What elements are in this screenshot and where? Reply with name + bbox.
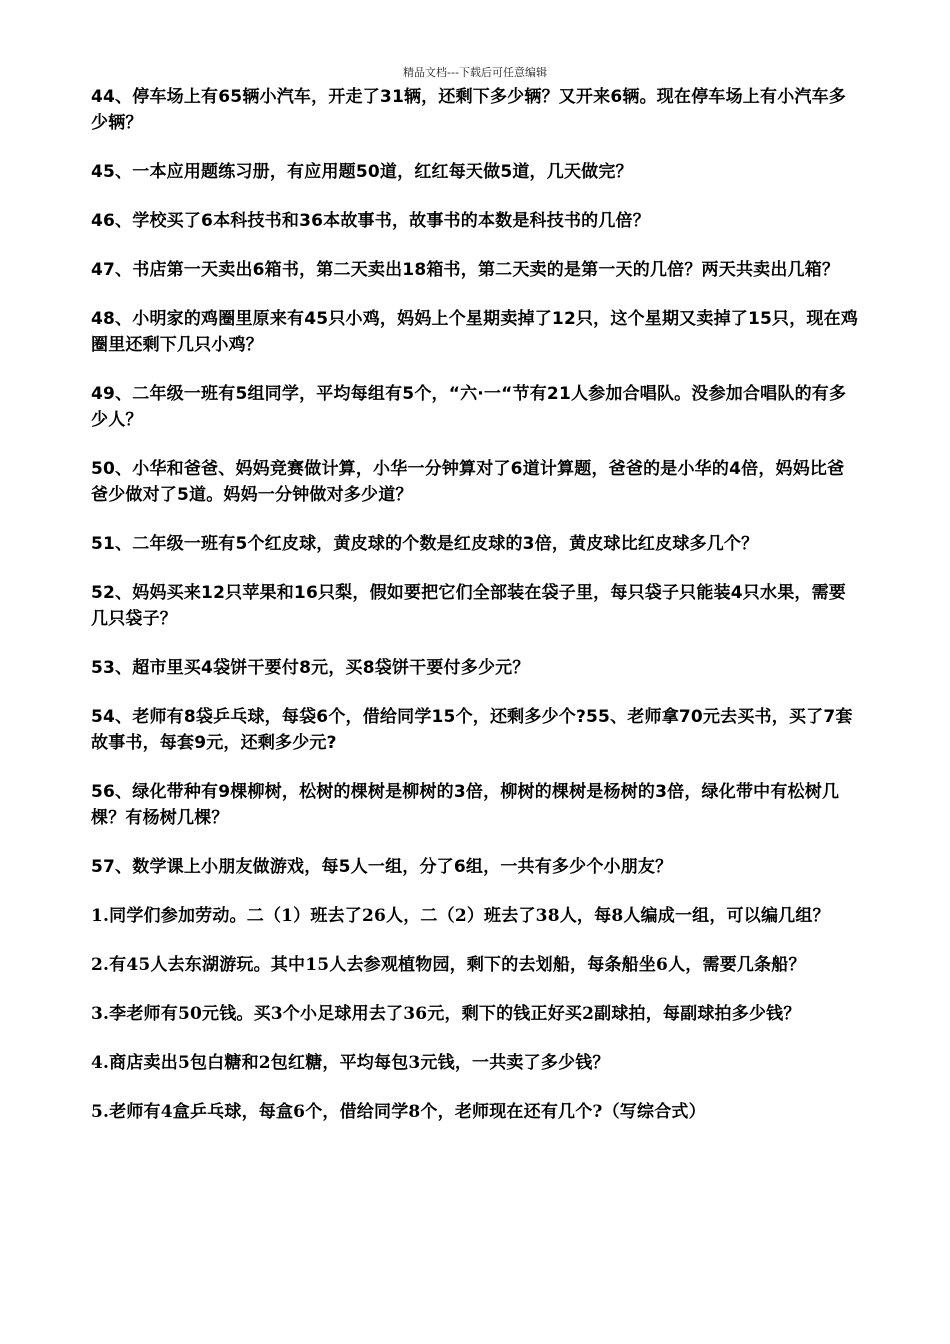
question-4: 4.商店卖出5包白糖和2包红糖，平均每包3元钱，一共卖了多少钱？ [91, 1053, 610, 1073]
question-49: 49、二年级一班有5组同学，平均每组有5个，“六·一“节有21人参加合唱队。没参加合唱队的有多少人？ [91, 384, 847, 430]
question-48: 48、小明家的鸡圈里原来有45只小鸡，妈妈上个星期卖掉了12只，这个星期又卖掉了15只，现在鸡圈里还剩下几只小鸡？ [91, 309, 859, 355]
question-53: 53、超市里买4袋饼干要付8元，买8袋饼干要付多少元？ [91, 658, 530, 678]
question-3: 3.李老师有50元钱。买3个小足球用去了36元，剩下的钱正好买2副球拍，每副球拍多少钱？ [91, 1004, 801, 1024]
question-2: 2.有45人去东湖游玩。其中15人去参观植物园，剩下的去划船，每条船坐6人，需要几条船？ [91, 955, 806, 975]
question-list [91, 84, 861, 1148]
question-52: 52、妈妈买来12只苹果和16只梨，假如要把它们全部装在袋子里，每只袋子只能装4只水果，需要几只袋子？ [91, 583, 846, 629]
question-5: 5.老师有4盒乒乓球，每盒6个，借给同学8个，老师现在还有几个?（写综合式） [91, 1102, 706, 1122]
question-47: 47、书店第一天卖出6箱书，第二天卖出18箱书，第二天卖的是第一天的几倍？两天共卖出几箱？ [91, 260, 840, 280]
question-46: 46、学校买了6本科技书和36本故事书，故事书的本数是科技书的几倍？ [91, 211, 650, 231]
page-header: 精品文档---下载后可任意编辑 [403, 66, 547, 79]
question-54-55: 54、老师有8袋乒乓球，每袋6个，借给同学15个，还剩多少个?55、老师拿70元去买书，买了7套故事书，每套9元，还剩多少元? [91, 707, 853, 753]
question-44: 44、停车场上有65辆小汽车，开走了31辆，还剩下多少辆？又开来6辆。现在停车场上有小汽车多少辆？ [91, 87, 846, 133]
question-56: 56、绿化带种有9棵柳树，松树的棵树是柳树的3倍，柳树的棵树是杨树的3倍，绿化带中有松树几棵？有杨树几棵？ [91, 782, 840, 828]
question-1: 1.同学们参加劳动。二（1）班去了26人，二（2）班去了38人，每8人编成一组，可以编几组？ [91, 906, 830, 926]
question-45: 45、一本应用题练习册，有应用题50道，红红每天做5道，几天做完？ [91, 162, 633, 182]
question-50: 50、小华和爸爸、妈妈竞赛做计算，小华一分钟算对了6道计算题，爸爸的是小华的4倍，妈妈比爸爸少做对了5道。妈妈一分钟做对多少道？ [91, 459, 845, 505]
question-57: 57、数学课上小朋友做游戏，每5人一组，分了6组，一共有多少个小朋友？ [91, 857, 673, 877]
question-51: 51、二年级一班有5个红皮球，黄皮球的个数是红皮球的3倍，黄皮球比红皮球多几个？ [91, 534, 759, 554]
